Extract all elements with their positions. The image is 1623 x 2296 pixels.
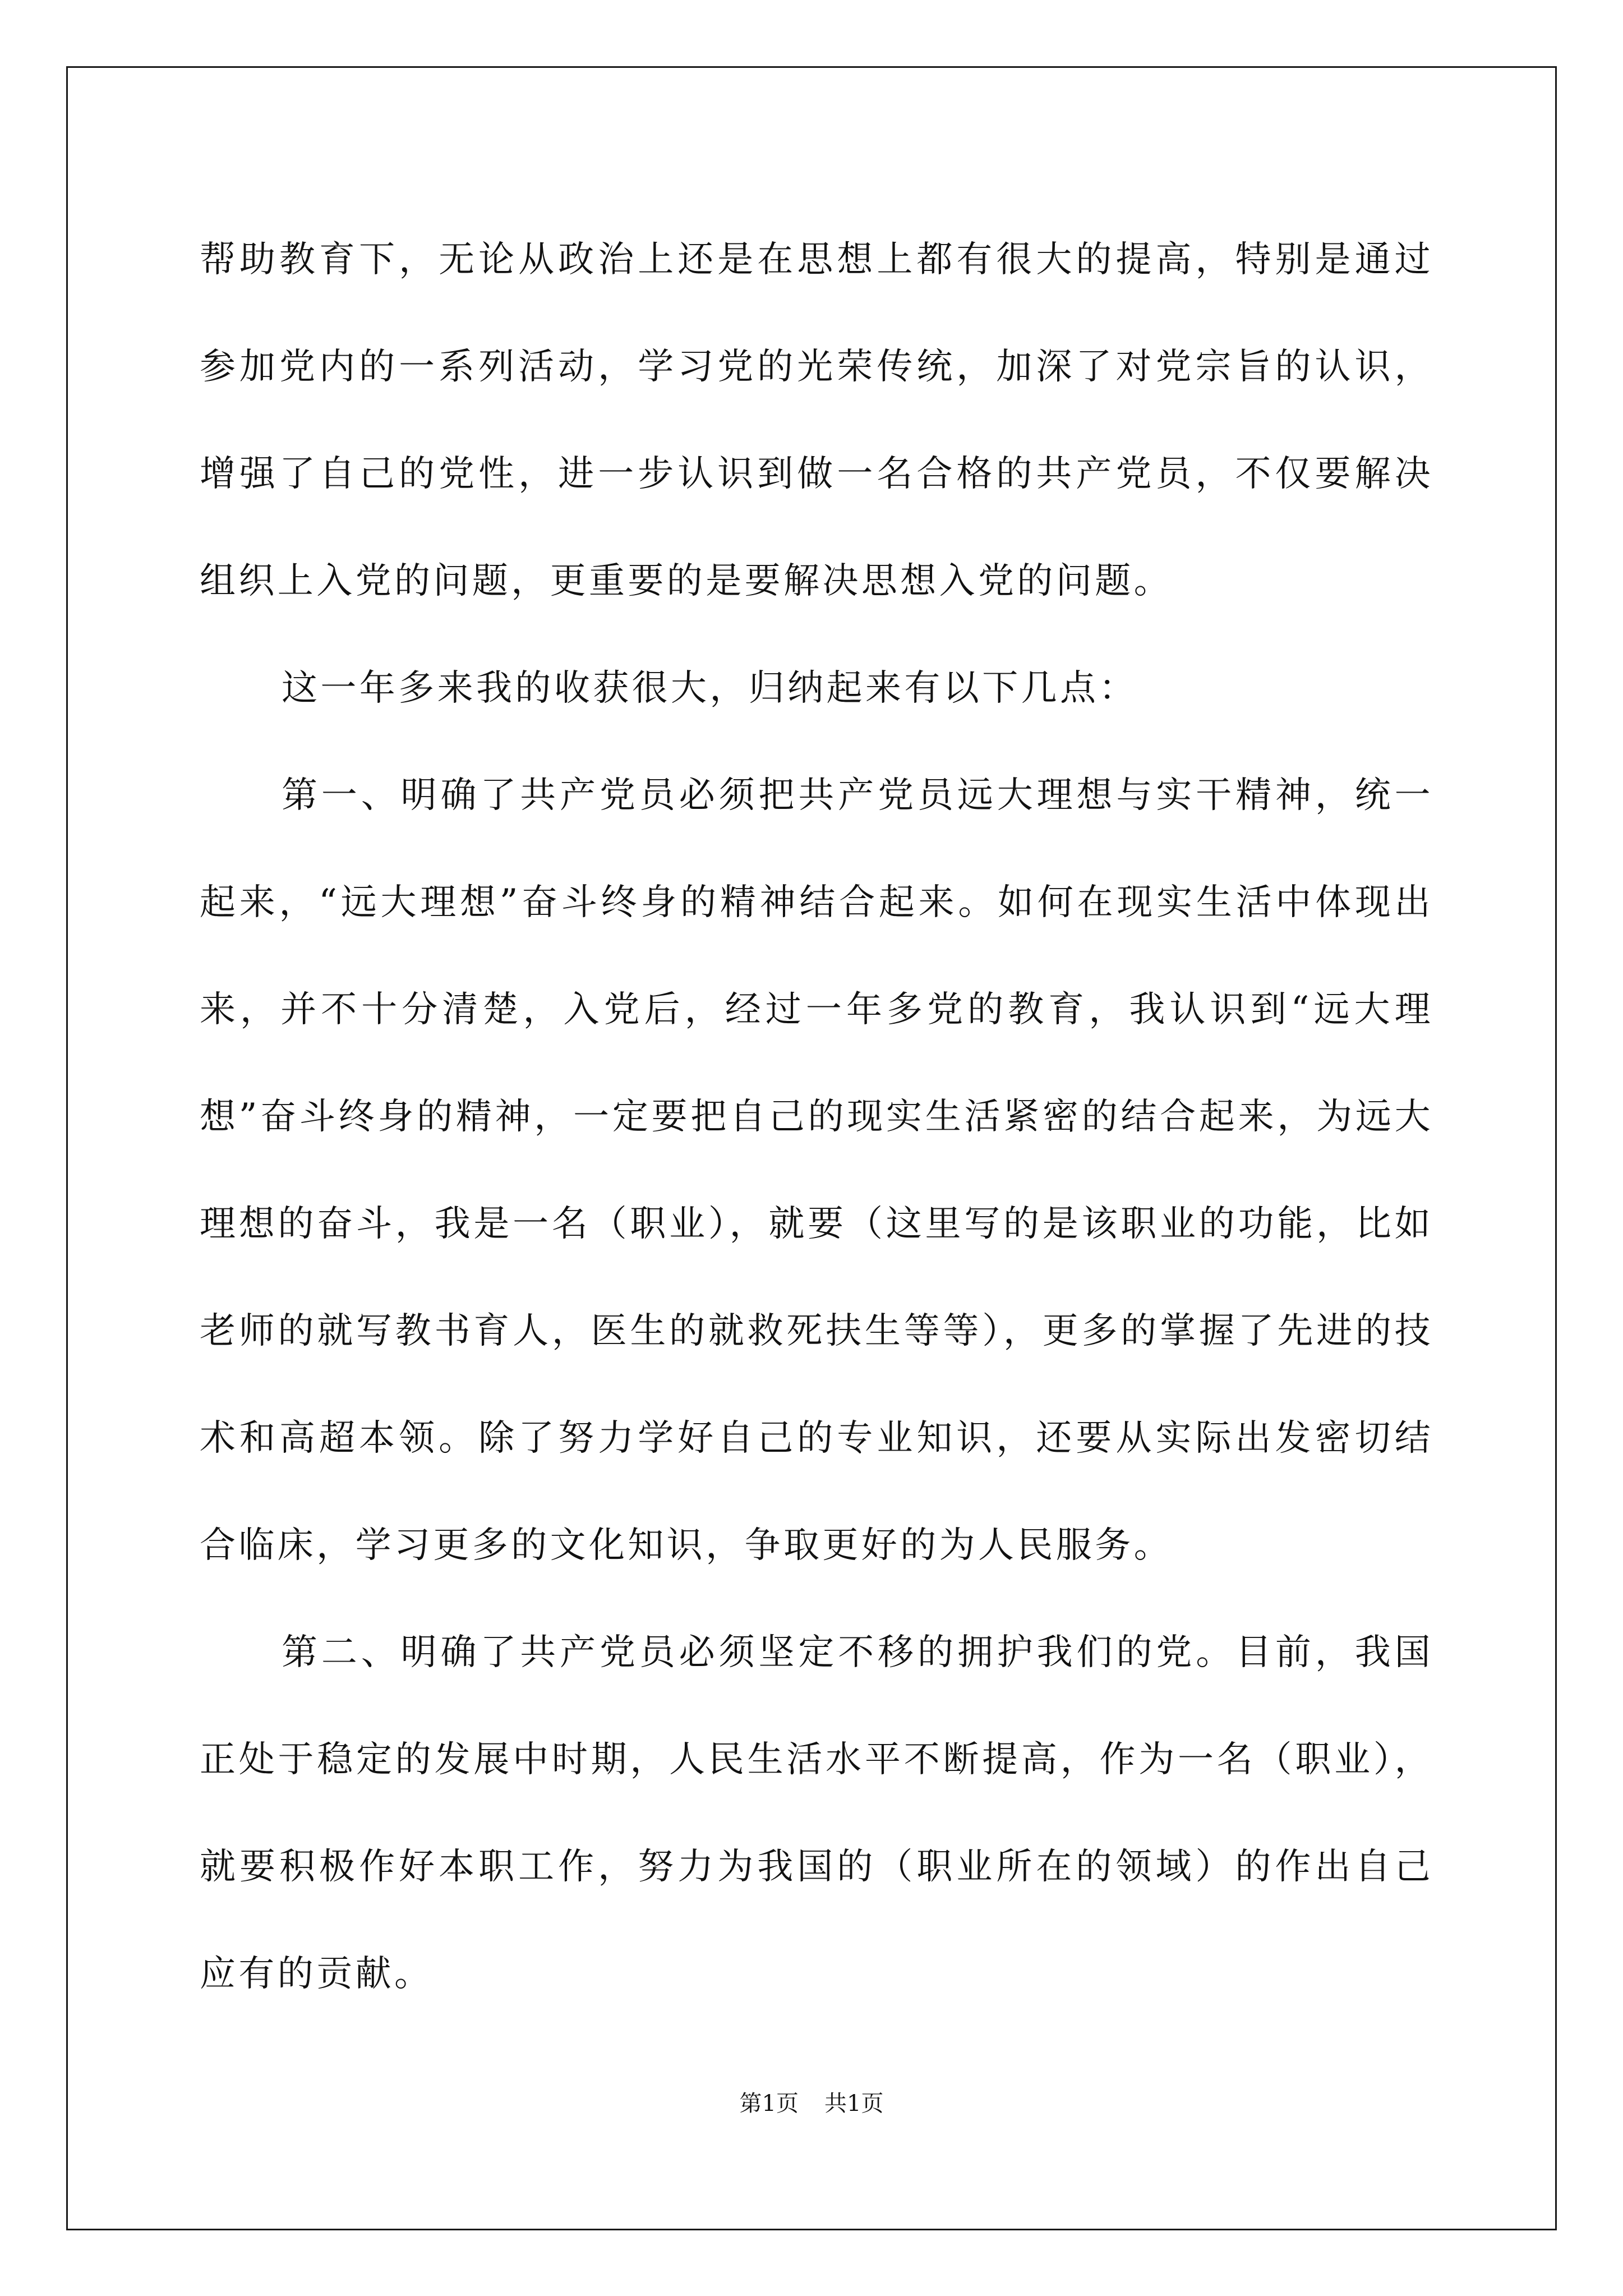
paragraph-point-two: 第二、明确了共产党员必须坚定不移的拥护我们的党。目前，我国正处于稳定的发展中时期，人民生活水平不断提高，作为一名（职业），就要积极作好本职工作，努力为我国的（职业所在的领域）的作出自己应有的贡献。 (200, 1632, 1433, 1995)
paragraph-summary-intro: 这一年多来我的收获很大，归纳起来有以下几点： (282, 668, 1138, 709)
page-number-current: 第1页 (739, 2091, 799, 2116)
document-body (200, 206, 1433, 2028)
page-footer (0, 2090, 1623, 2118)
page-number-total: 共1页 (824, 2091, 884, 2116)
paragraph-point-one: 第一、明确了共产党员必须把共产党员远大理想与实干精神，统一起来，“远大理想”奋斗终身的精神结合起来。如何在现实生活中体现出来，并不十分清楚，入党后，经过一年多党的教育，我认识到“远大理想”奋斗终身的精神，一定要把自己的现实生活紧密的结合起来，为远大理想的奋斗，我是一名（职业），就要（这里写的是该职业的功能，比如老师的就写教书育人，医生的就救死扶生等等），更多的掌握了先进的技术和高超本领。除了努力学好自己的专业知识，还要从实际出发密切结合临床，学习更多的文化知识，争取更好的为人民服务。 (200, 775, 1433, 1566)
paragraph-continued: 帮助教育下，无论从政治上还是在思想上都有很大的提高，特别是通过参加党内的一系列活动，学习党的光荣传统，加深了对党宗旨的认识，增强了自己的党性，进一步认识到做一名合格的共产党员，不仅要解决组织上入党的问题，更重要的是要解决思想入党的问题。 (200, 239, 1433, 602)
